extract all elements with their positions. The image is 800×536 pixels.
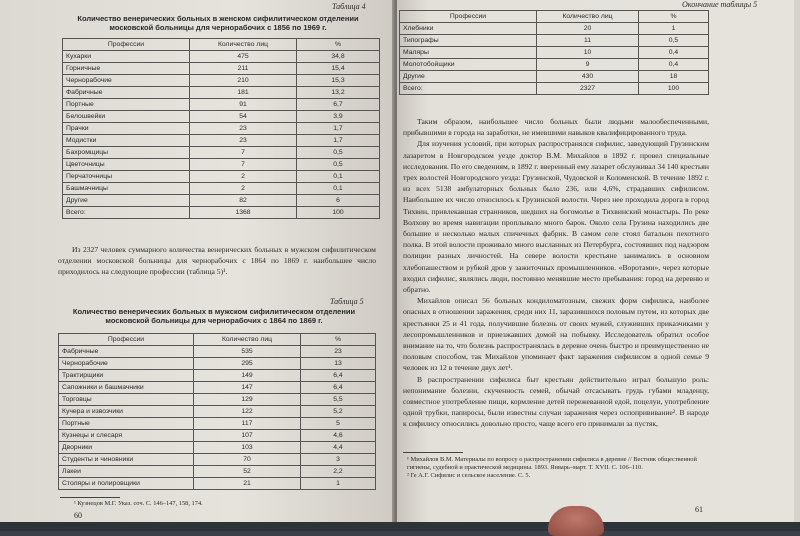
profession-cell: Портные xyxy=(59,418,194,430)
table4-header: % xyxy=(297,39,380,51)
table-row xyxy=(63,111,380,123)
count-cell: 295 xyxy=(194,358,301,370)
profession-cell: Башмачницы xyxy=(63,183,190,195)
count-cell: 535 xyxy=(194,346,301,358)
count-cell: 2 xyxy=(190,171,297,183)
profession-cell: Всего: xyxy=(400,83,537,95)
count-cell: 1368 xyxy=(190,207,297,219)
table-row xyxy=(63,183,380,195)
table4-header: Профессии xyxy=(63,39,190,51)
profession-cell: Горничные xyxy=(63,63,190,75)
count-cell: 7 xyxy=(190,147,297,159)
percent-cell: 15,3 xyxy=(297,75,380,87)
table-row xyxy=(63,147,380,159)
percent-cell: 100 xyxy=(639,83,709,95)
profession-cell: Фабричные xyxy=(59,346,194,358)
count-cell: 129 xyxy=(194,394,301,406)
profession-cell: Чернорабочие xyxy=(63,75,190,87)
count-cell: 2327 xyxy=(537,83,639,95)
count-cell: 70 xyxy=(194,454,301,466)
profession-cell: Фабричные xyxy=(63,87,190,99)
profession-cell: Цветочницы xyxy=(63,159,190,171)
table-row xyxy=(59,406,376,418)
count-cell: 117 xyxy=(194,418,301,430)
right-page xyxy=(397,0,794,525)
percent-cell: 5 xyxy=(301,418,376,430)
percent-cell: 0,4 xyxy=(639,47,709,59)
table-row xyxy=(63,51,380,63)
table-row xyxy=(400,47,709,59)
percent-cell: 100 xyxy=(297,207,380,219)
table-row xyxy=(59,478,376,490)
profession-cell: Хлебники xyxy=(400,23,537,35)
table5-label: Таблица 5 xyxy=(330,297,364,306)
count-cell: 9 xyxy=(537,59,639,71)
profession-cell: Трактирщики xyxy=(59,370,194,382)
table5-continuation xyxy=(399,10,709,95)
percent-cell: 15,4 xyxy=(297,63,380,75)
right-footnote: ² Ге А.Г. Сифилис и сельское население. С. 5. xyxy=(407,472,531,479)
table-row xyxy=(63,123,380,135)
table-row xyxy=(400,59,709,71)
profession-cell: Молотобойщики xyxy=(400,59,537,71)
table4-header: Количество лиц xyxy=(190,39,297,51)
table-row xyxy=(59,466,376,478)
right-paragraph: В распространении сифилиса быт крестьян действительно играл большую роль: непонимание болезни, скученность семей, обычай отсасывать грудь губами младенцу, совместное употребление пищи, кормление детей пережеванной едой, поцелуи, употребление одной трубки, папиросы, были известны случаи заражения через оспопрививание². В народе к сифилису относились довольно просто, чаще всего его принимали за пустяк, xyxy=(403,374,709,429)
count-cell: 52 xyxy=(194,466,301,478)
profession-cell: Другие xyxy=(400,71,537,83)
count-cell: 82 xyxy=(190,195,297,207)
right-body-text xyxy=(403,116,709,430)
left-footnote: ¹ Кузнецов М.Г. Указ. соч. С. 146–147, 158, 174. xyxy=(74,500,203,507)
count-cell: 23 xyxy=(190,135,297,147)
left-paragraph-text: Из 2327 человек суммарного количества венерических больных в мужском сифилитическом отделении московской больницы для чернорабочих с 1864 по 1869 г. наибольшее число приходилось на следующие профессии (таблица 5)¹. xyxy=(58,245,376,277)
profession-cell: Бахромщицы xyxy=(63,147,190,159)
percent-cell: 23 xyxy=(301,346,376,358)
percent-cell: 5,2 xyxy=(301,406,376,418)
table5c-header: Профессии xyxy=(400,11,537,23)
table5c-header: Количество лиц xyxy=(537,11,639,23)
right-footnotes xyxy=(407,456,707,480)
table4-caption: Количество венерических больных в женском сифилитическом отделении московской больницы для чернорабочих с 1856 по 1969 г. xyxy=(77,14,359,32)
thumb-holding-page xyxy=(548,506,604,536)
profession-cell: Белошвейки xyxy=(63,111,190,123)
table5 xyxy=(58,333,376,490)
count-cell: 211 xyxy=(190,63,297,75)
page-number-right: 61 xyxy=(695,505,703,514)
count-cell: 11 xyxy=(537,35,639,47)
count-cell: 23 xyxy=(190,123,297,135)
count-cell: 147 xyxy=(194,382,301,394)
percent-cell: 0,5 xyxy=(639,35,709,47)
percent-cell: 0,5 xyxy=(297,159,380,171)
count-cell: 107 xyxy=(194,430,301,442)
count-cell: 149 xyxy=(194,370,301,382)
percent-cell: 0,1 xyxy=(297,183,380,195)
profession-cell: Портные xyxy=(63,99,190,111)
table-row xyxy=(63,135,380,147)
table-row xyxy=(400,35,709,47)
table-row xyxy=(400,71,709,83)
table-row xyxy=(59,382,376,394)
table-row xyxy=(59,418,376,430)
right-paragraph: Таким образом, наибольшее число больных были людьми малообеспеченными, прибывшими в города на заработки, не имевшими навыков квалифицированного труда. xyxy=(403,117,709,138)
table-row xyxy=(63,75,380,87)
table5c-header: % xyxy=(639,11,709,23)
page-number-left: 60 xyxy=(74,511,82,520)
table5-header: % xyxy=(301,334,376,346)
count-cell: 181 xyxy=(190,87,297,99)
table-row xyxy=(59,346,376,358)
percent-cell: 0,1 xyxy=(297,171,380,183)
percent-cell: 34,8 xyxy=(297,51,380,63)
table-row xyxy=(63,159,380,171)
count-cell: 91 xyxy=(190,99,297,111)
table-row xyxy=(63,63,380,75)
count-cell: 10 xyxy=(537,47,639,59)
count-cell: 210 xyxy=(190,75,297,87)
count-cell: 54 xyxy=(190,111,297,123)
profession-cell: Перчаточницы xyxy=(63,171,190,183)
table4 xyxy=(62,38,380,219)
profession-cell: Торговцы xyxy=(59,394,194,406)
percent-cell: 6,4 xyxy=(301,370,376,382)
table-row xyxy=(63,99,380,111)
table-row xyxy=(63,195,380,207)
profession-cell: Лакеи xyxy=(59,466,194,478)
footnote-rule xyxy=(403,452,463,453)
percent-cell: 0,5 xyxy=(297,147,380,159)
table-row xyxy=(59,430,376,442)
count-cell: 430 xyxy=(537,71,639,83)
table5-header: Профессии xyxy=(59,334,194,346)
percent-cell: 2,2 xyxy=(301,466,376,478)
profession-cell: Всего: xyxy=(63,207,190,219)
table-row xyxy=(59,370,376,382)
percent-cell: 6,7 xyxy=(297,99,380,111)
profession-cell: Дворники xyxy=(59,442,194,454)
table-row xyxy=(59,442,376,454)
table-row xyxy=(63,87,380,99)
percent-cell: 5,5 xyxy=(301,394,376,406)
profession-cell: Кухарки xyxy=(63,51,190,63)
profession-cell: Другие xyxy=(63,195,190,207)
percent-cell: 13,2 xyxy=(297,87,380,99)
table-row xyxy=(59,358,376,370)
count-cell: 475 xyxy=(190,51,297,63)
right-paragraph: Для изучения условий, при которых распространялся сифилис, заведующий Грузинским лазаретом в Новгородском уезде доктор В.М. Михайлов в 1892 г. провел специальные исследования. По его сведениям, в 1892 г. вверенный ему лазарет обслуживал 34 140 крестьян трех волостей Новгородского уезда: Грузинской, Чудовской и Коломенской. В течение 1892 г. из всех 5138 амбулаторных больных было 236, или 4,6%, страдавших сифилисом. Наибольшее их число относилось к Грузинской волости. Через нее проходила дорога в город Тихвин, привлекавшая странников, шедших на богомолье в Тихвинский монастырь. По реке Волхову во время навигации проплывало много барок. Около села Грузина находились две большие и несколько малых спичечных фабрик. В самом селе стоял батальон пехотного полка. В этой волости проживало много высланных из Петербурга, состоявших под надзором полиции разных личностей. На севере волости крестьяне занимались в основном хлебопашеством и рубкой дров у зажиточных промышленников. «Воротами», через которые входил сифилис, являлись люди, постоянно менявшие место пребывания: город на деревню и обратно. xyxy=(403,139,709,295)
percent-cell: 6 xyxy=(297,195,380,207)
profession-cell: Студенты и чиновники xyxy=(59,454,194,466)
percent-cell: 6,4 xyxy=(301,382,376,394)
percent-cell: 1,7 xyxy=(297,123,380,135)
percent-cell: 18 xyxy=(639,71,709,83)
percent-cell: 1 xyxy=(639,23,709,35)
left-page xyxy=(0,0,395,525)
profession-cell: Кучера и извозчики xyxy=(59,406,194,418)
percent-cell: 0,4 xyxy=(639,59,709,71)
table-row xyxy=(63,207,380,219)
profession-cell: Модистки xyxy=(63,135,190,147)
profession-cell: Сапожники и башмачники xyxy=(59,382,194,394)
count-cell: 7 xyxy=(190,159,297,171)
profession-cell: Столяры и полировщики xyxy=(59,478,194,490)
profession-cell: Маляры xyxy=(400,47,537,59)
count-cell: 2 xyxy=(190,183,297,195)
left-paragraph xyxy=(58,244,376,278)
percent-cell: 4,4 xyxy=(301,442,376,454)
count-cell: 21 xyxy=(194,478,301,490)
table-row xyxy=(400,23,709,35)
percent-cell: 3,9 xyxy=(297,111,380,123)
profession-cell: Чернорабочие xyxy=(59,358,194,370)
count-cell: 103 xyxy=(194,442,301,454)
table5-caption: Количество венерических больных в мужском сифилитическом отделении московской больницы для чернорабочих с 1864 по 1869 г. xyxy=(72,307,356,325)
count-cell: 20 xyxy=(537,23,639,35)
percent-cell: 4,6 xyxy=(301,430,376,442)
percent-cell: 3 xyxy=(301,454,376,466)
table5-header: Количество лиц xyxy=(194,334,301,346)
profession-cell: Кузнецы и слесаря xyxy=(59,430,194,442)
table4-label: Таблица 4 xyxy=(332,2,366,11)
table-row xyxy=(400,83,709,95)
footnote-rule xyxy=(60,497,120,498)
count-cell: 122 xyxy=(194,406,301,418)
profession-cell: Прачки xyxy=(63,123,190,135)
profession-cell: Типографы xyxy=(400,35,537,47)
percent-cell: 13 xyxy=(301,358,376,370)
table-surface xyxy=(0,522,800,531)
percent-cell: 1,7 xyxy=(297,135,380,147)
percent-cell: 1 xyxy=(301,478,376,490)
table-row xyxy=(59,394,376,406)
table5-continuation-label: Окончание таблицы 5 xyxy=(682,0,758,9)
table-row xyxy=(59,454,376,466)
page-edge xyxy=(794,0,800,531)
table-row xyxy=(63,171,380,183)
right-paragraph: Михайлов описал 56 больных кондиломатозным, свежих форм сифилиса, наиболее опасных в отношении заражения, среди них 11, заразившихся половым путем, из которых две крестьянки 25 и 41 года, получившие болезнь от своих мужей, служивших приказчиками у лесопромышленников и приезжавших домой на побывку. Исследователь обратил особое внимание на то, что болезнь распространялась в деревне очень быстро и преимущественно не половым способом, так Михайлов упоминает факт заражения сифилисом в одной семье 9 человек из 12 в течение двух лет¹. xyxy=(403,296,709,373)
right-footnote: ¹ Михайлов В.М. Материалы по вопросу о распространении сифилиса в деревне // Вестник общественной гигиены, судебной и практической медицины. 1893. Январь–март. Т. XVII. С. 106–110. xyxy=(407,456,697,471)
